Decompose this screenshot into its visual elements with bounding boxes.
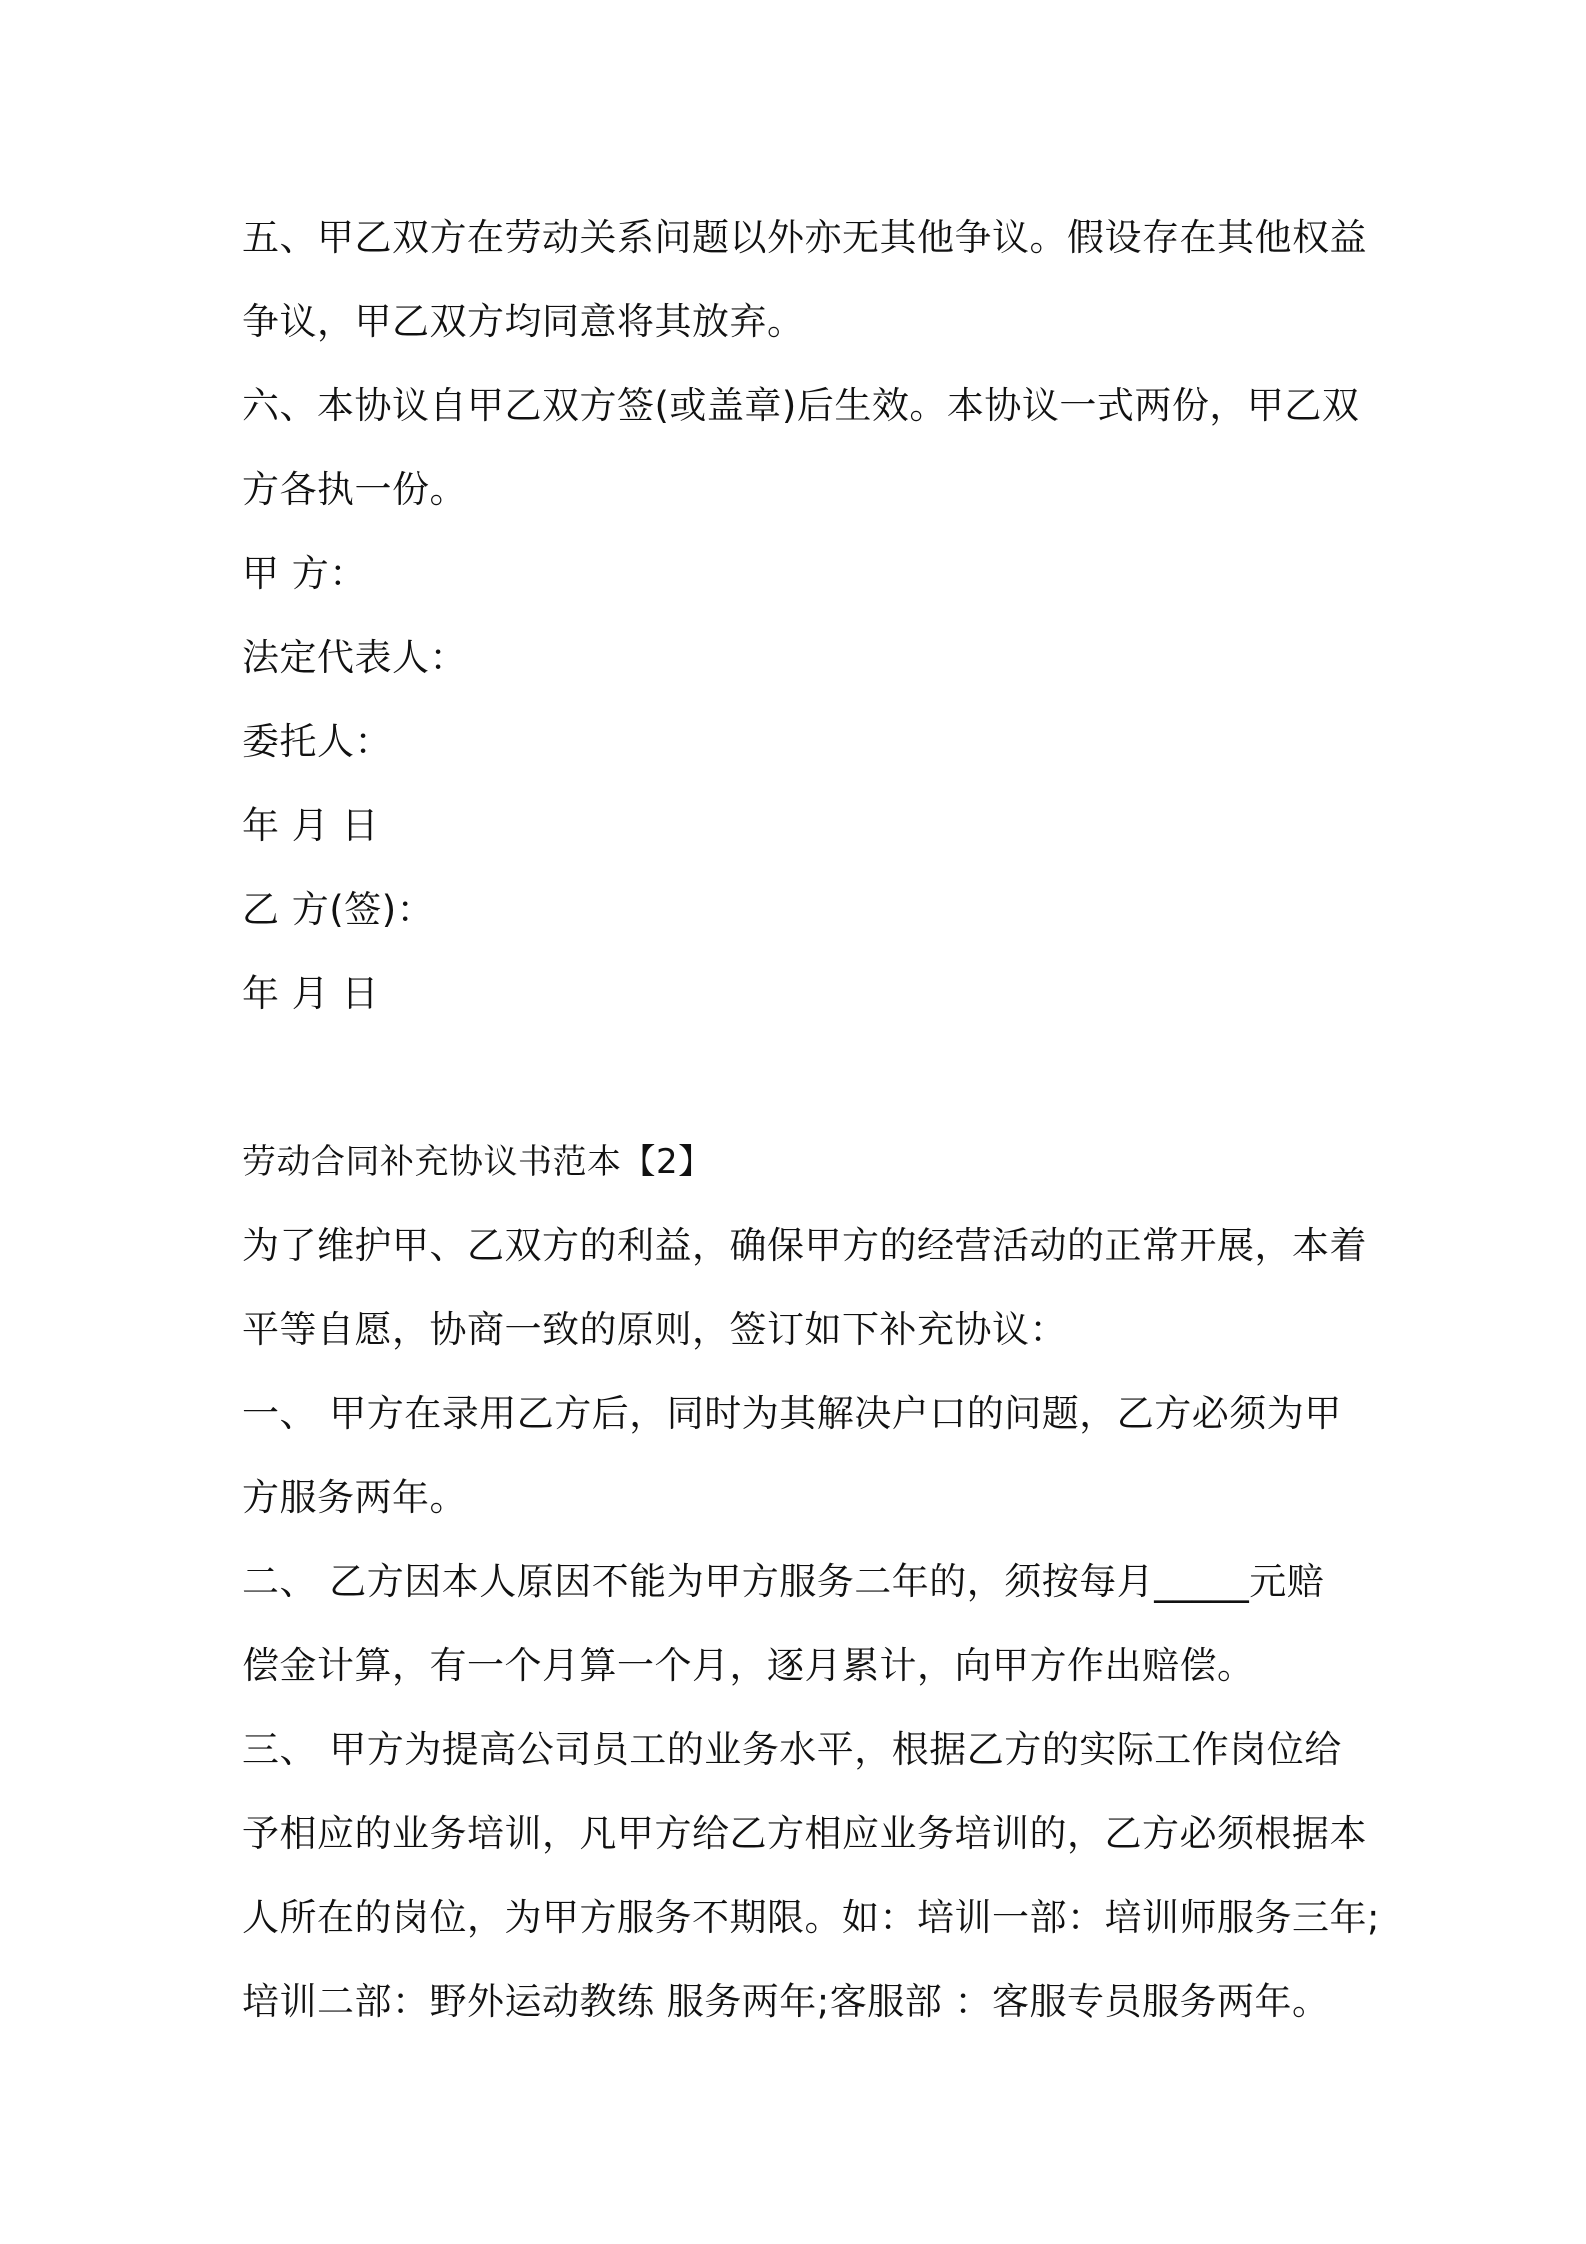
section-2-title: 劳动合同补充协议书范本【2】 xyxy=(242,1142,713,1182)
clause-2-line-2: 偿金计算，有一个月算一个月，逐月累计，向甲方作出赔偿。 xyxy=(242,1644,1255,1687)
legal-representative-label: 法定代表人： xyxy=(242,636,467,679)
intro-line-2: 平等自愿，协商一致的原则，签订如下补充协议： xyxy=(242,1308,1067,1351)
section-spacer xyxy=(242,1036,1362,1120)
clause-1-line-1: 一、 甲方在录用乙方后，同时为其解决户口的问题，乙方必须为甲 xyxy=(242,1392,1342,1435)
clause-2-line-1: 二、 乙方因本人原因不能为甲方服务二年的，须按每月_____元赔 xyxy=(242,1560,1325,1603)
clause-3-line-4: 培训二部：野外运动教练 服务两年;客服部 ：客服专员服务两年。 xyxy=(242,1980,1330,2023)
clause-6-line-1: 六、本协议自甲乙双方签(或盖章)后生效。本协议一式两份，甲乙双 xyxy=(242,384,1360,427)
clause-3-line-1: 三、 甲方为提高公司员工的业务水平，根据乙方的实际工作岗位给 xyxy=(242,1728,1342,1771)
agent-label: 委托人： xyxy=(242,720,392,763)
document-body xyxy=(242,196,1380,2044)
party-b-label: 乙 方(签)： xyxy=(242,888,435,931)
clause-6-line-2: 方各执一份。 xyxy=(242,468,467,511)
clause-5-line-2: 争议，甲乙双方均同意将其放弃。 xyxy=(242,300,805,343)
party-a-label: 甲 方： xyxy=(242,552,367,595)
intro-line-1: 为了维护甲、乙双方的利益，确保甲方的经营活动的正常开展，本着 xyxy=(242,1224,1367,1267)
party-a-date: 年 月 日 xyxy=(242,804,380,847)
clause-3-line-2: 予相应的业务培训，凡甲方给乙方相应业务培训的，乙方必须根据本 xyxy=(242,1812,1367,1855)
clause-5-line-1: 五、甲乙双方在劳动关系问题以外亦无其他争议。假设存在其他权益 xyxy=(242,216,1367,259)
party-b-date: 年 月 日 xyxy=(242,972,380,1015)
clause-1-line-2: 方服务两年。 xyxy=(242,1476,467,1519)
clause-3-line-3: 人所在的岗位，为甲方服务不期限。如：培训一部：培训师服务三年; xyxy=(242,1896,1380,1939)
